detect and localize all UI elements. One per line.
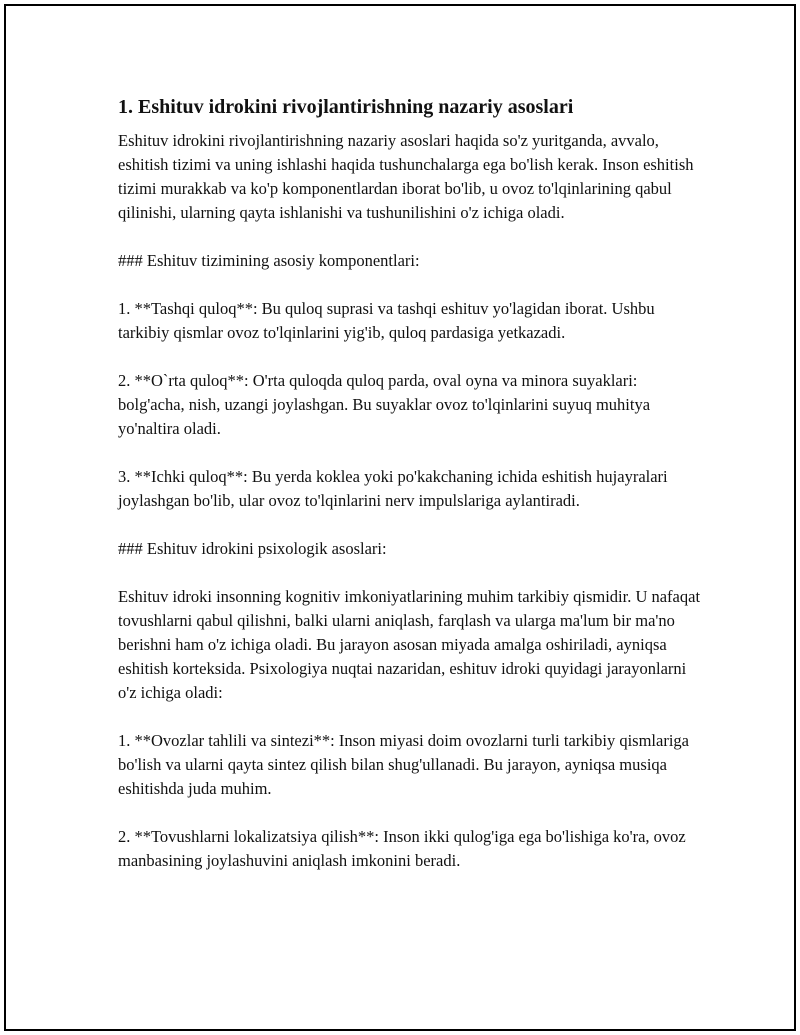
document-body <box>118 93 708 897</box>
list-item-middle-ear: 2. **O`rta quloq**: O'rta quloqda quloq parda, oval oyna va minora suyaklari: bolg'acha, nish, uzangi joylashgan. Bu suyaklar ovoz to'lqinlarini suyuq muhitya yo'naltira oladi. <box>118 371 651 438</box>
paragraph-intro: Eshituv idrokini rivojlantirishning nazariy asoslari haqida so'z yuritganda, avvalo, eshitish tizimi va uning ishlashi haqida tushunchalarga ega bo'lish kerak. Inson eshitish tizimi murakkab va ko'p komponentlardan iborat bo'lib, u ovoz to'lqinlarining qabul qilinishi, ularning qayta ishlanishi va tushunilishini o'z ichiga oladi. <box>118 131 694 222</box>
list-item-analysis-synthesis: 1. **Ovozlar tahlili va sintezi**: Inson miyasi doim ovozlarni turli tarkibiy qismlariga bo'lish va ularni qayta sintez qilish bilan shug'ullanadi. Bu jarayon, ayniqsa musiqa eshitishda juda muhim. <box>118 731 689 798</box>
list-item-localization: 2. **Tovushlarni lokalizatsiya qilish**: Inson ikki qulog'iga ega bo'lishiga ko'ra, ovoz manbasining joylashuvini aniqlash imkonini beradi. <box>118 827 686 870</box>
list-item-outer-ear: 1. **Tashqi quloq**: Bu quloq suprasi va tashqi eshituv yo'lagidan iborat. Ushbu tarkibiy qismlar ovoz to'lqinlarini yig'ib, quloq pardasiga yetkazadi. <box>118 299 655 342</box>
list-item-inner-ear: 3. **Ichki quloq**: Bu yerda koklea yoki po'kakchaning ichida eshitish hujayralari joylashgan bo'lib, ular ovoz to'lqinlarini nerv impulslariga aylantiradi. <box>118 467 668 510</box>
paragraph-psychology: Eshituv idroki insonning kognitiv imkoniyatlarining muhim tarkibiy qismidir. U nafaqat tovushlarni qabul qilishni, balki ularni aniqlash, farqlash va ularga ma'lum bir ma'no berishni ham o'z ichiga oladi. Bu jarayon asosan miyada amalga oshiriladi, ayniqsa eshitish korteksida. Psixologiya nuqtai nazaridan, eshituv idroki quyidagi jarayonlarni o'z ichiga oladi: <box>118 587 701 702</box>
page-title: 1. Eshituv idrokini rivojlantirishning nazariy asoslari <box>118 96 574 118</box>
heading-psychology: ### Eshituv idrokini psixologik asoslari: <box>118 539 387 558</box>
heading-components: ### Eshituv tizimining asosiy komponentlari: <box>118 251 420 270</box>
